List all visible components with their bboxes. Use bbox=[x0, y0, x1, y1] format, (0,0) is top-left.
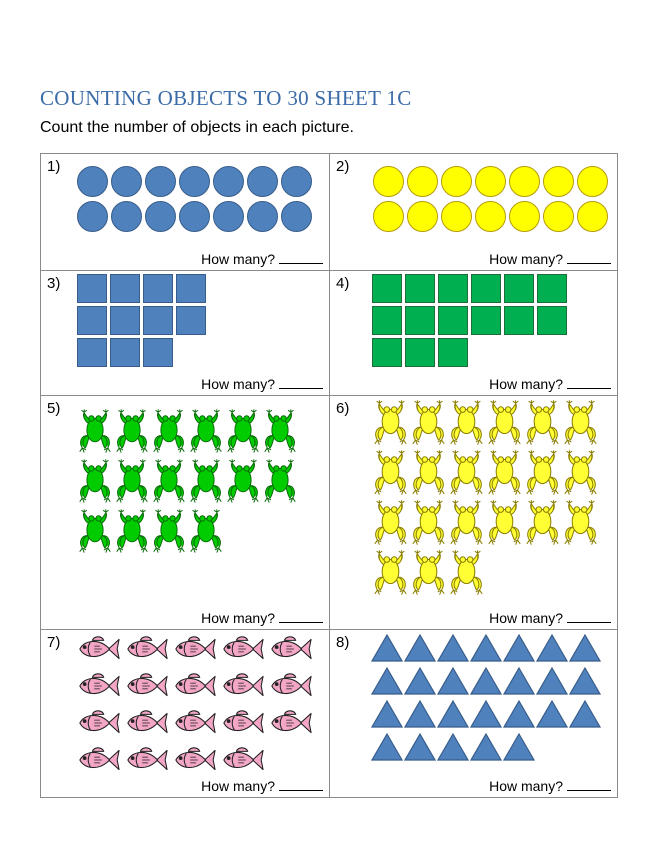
answer-blank[interactable] bbox=[279, 610, 323, 623]
frog-icon bbox=[225, 458, 261, 504]
blue-triangle bbox=[371, 634, 403, 662]
green-square bbox=[438, 306, 468, 335]
frog-icon bbox=[262, 458, 298, 504]
answer-blank[interactable] bbox=[567, 251, 611, 264]
blue-circle bbox=[213, 166, 244, 197]
frog-icon bbox=[562, 399, 599, 446]
blue-circle bbox=[247, 201, 278, 232]
green-square bbox=[372, 338, 402, 367]
fish-icon bbox=[173, 708, 217, 738]
blue-square bbox=[143, 306, 173, 335]
blue-triangle bbox=[371, 700, 403, 728]
fish-icon bbox=[125, 634, 169, 664]
problem-grid bbox=[40, 153, 618, 798]
blue-triangle bbox=[470, 634, 502, 662]
problem-number: 6) bbox=[336, 400, 350, 417]
blue-triangle bbox=[404, 634, 436, 662]
problem-7 bbox=[40, 629, 330, 798]
how-many-prompt bbox=[489, 376, 611, 392]
frog-icon bbox=[188, 458, 224, 504]
yellow-circle bbox=[509, 166, 540, 197]
problem-number: 2) bbox=[336, 158, 350, 175]
fish-icon bbox=[77, 671, 121, 701]
frog-icon bbox=[410, 449, 447, 496]
yellow-circle bbox=[373, 201, 404, 232]
problem-number: 7) bbox=[47, 634, 61, 651]
blue-triangle bbox=[371, 667, 403, 695]
blue-triangle bbox=[437, 634, 469, 662]
green-square bbox=[405, 274, 435, 303]
green-square bbox=[471, 306, 501, 335]
blue-triangle bbox=[470, 667, 502, 695]
frog-icon bbox=[372, 399, 409, 446]
green-square bbox=[405, 306, 435, 335]
blue-triangle bbox=[536, 700, 568, 728]
frog-icon bbox=[448, 499, 485, 546]
frog-icon bbox=[524, 399, 561, 446]
yellow-circle bbox=[373, 166, 404, 197]
frog-icon bbox=[114, 408, 150, 454]
frog-icon bbox=[225, 408, 261, 454]
problem-3 bbox=[40, 270, 330, 396]
frog-icon bbox=[410, 549, 447, 596]
object-group bbox=[330, 396, 617, 629]
blue-circle bbox=[145, 166, 176, 197]
problem-4 bbox=[329, 270, 618, 396]
green-square bbox=[405, 338, 435, 367]
how-many-label: How many? bbox=[201, 251, 275, 267]
fish-icon bbox=[269, 708, 313, 738]
blue-square bbox=[176, 306, 206, 335]
answer-blank[interactable] bbox=[567, 376, 611, 389]
fish-icon bbox=[125, 708, 169, 738]
how-many-label: How many? bbox=[489, 778, 563, 794]
blue-triangle bbox=[371, 733, 403, 761]
frog-icon bbox=[486, 499, 523, 546]
blue-square bbox=[110, 274, 140, 303]
how-many-prompt bbox=[489, 778, 611, 794]
yellow-circle bbox=[441, 201, 472, 232]
problem-number: 4) bbox=[336, 275, 350, 292]
how-many-label: How many? bbox=[489, 376, 563, 392]
fish-icon bbox=[173, 671, 217, 701]
green-square bbox=[537, 274, 567, 303]
frog-icon bbox=[448, 399, 485, 446]
blue-triangle bbox=[569, 667, 601, 695]
blue-triangle bbox=[569, 634, 601, 662]
yellow-circle bbox=[441, 166, 472, 197]
green-square bbox=[438, 338, 468, 367]
object-group bbox=[41, 396, 329, 629]
blue-triangle bbox=[470, 733, 502, 761]
blue-square bbox=[143, 338, 173, 367]
blue-triangle bbox=[503, 634, 535, 662]
frog-icon bbox=[448, 449, 485, 496]
blue-circle bbox=[77, 166, 108, 197]
blue-square bbox=[176, 274, 206, 303]
answer-blank[interactable] bbox=[279, 376, 323, 389]
fish-icon bbox=[173, 634, 217, 664]
frog-icon bbox=[77, 508, 113, 554]
yellow-circle bbox=[577, 201, 608, 232]
blue-circle bbox=[77, 201, 108, 232]
blue-square bbox=[77, 306, 107, 335]
blue-triangle bbox=[470, 700, 502, 728]
blue-triangle bbox=[503, 700, 535, 728]
frog-icon bbox=[372, 549, 409, 596]
blue-circle bbox=[213, 201, 244, 232]
blue-triangle bbox=[404, 700, 436, 728]
fish-icon bbox=[221, 708, 265, 738]
how-many-label: How many? bbox=[201, 610, 275, 626]
frog-icon bbox=[448, 549, 485, 596]
how-many-prompt bbox=[489, 251, 611, 267]
fish-icon bbox=[125, 671, 169, 701]
frog-icon bbox=[114, 508, 150, 554]
frog-icon bbox=[151, 508, 187, 554]
frog-icon bbox=[372, 449, 409, 496]
frog-icon bbox=[410, 399, 447, 446]
answer-blank[interactable] bbox=[279, 778, 323, 791]
fish-icon bbox=[77, 745, 121, 775]
green-square bbox=[372, 274, 402, 303]
frog-icon bbox=[562, 499, 599, 546]
green-square bbox=[372, 306, 402, 335]
how-many-prompt bbox=[201, 251, 323, 267]
blue-circle bbox=[281, 201, 312, 232]
green-square bbox=[438, 274, 468, 303]
blue-square bbox=[77, 274, 107, 303]
green-square bbox=[471, 274, 501, 303]
object-group bbox=[41, 630, 329, 797]
frog-icon bbox=[151, 458, 187, 504]
fish-icon bbox=[77, 708, 121, 738]
blue-triangle bbox=[404, 667, 436, 695]
blue-square bbox=[77, 338, 107, 367]
green-square bbox=[537, 306, 567, 335]
fish-icon bbox=[125, 745, 169, 775]
how-many-prompt bbox=[489, 610, 611, 626]
yellow-circle bbox=[577, 166, 608, 197]
blue-triangle bbox=[503, 733, 535, 761]
blue-square bbox=[143, 274, 173, 303]
blue-circle bbox=[179, 201, 210, 232]
yellow-circle bbox=[543, 166, 574, 197]
how-many-prompt bbox=[201, 610, 323, 626]
answer-blank[interactable] bbox=[567, 778, 611, 791]
frog-icon bbox=[262, 408, 298, 454]
blue-circle bbox=[281, 166, 312, 197]
yellow-circle bbox=[407, 166, 438, 197]
blue-square bbox=[110, 338, 140, 367]
yellow-circle bbox=[407, 201, 438, 232]
how-many-label: How many? bbox=[489, 251, 563, 267]
fish-icon bbox=[173, 745, 217, 775]
how-many-label: How many? bbox=[489, 610, 563, 626]
blue-circle bbox=[179, 166, 210, 197]
object-group bbox=[330, 630, 617, 797]
blue-circle bbox=[111, 166, 142, 197]
blue-circle bbox=[145, 201, 176, 232]
blue-triangle bbox=[404, 733, 436, 761]
frog-icon bbox=[524, 449, 561, 496]
blue-triangle bbox=[536, 667, 568, 695]
problem-6 bbox=[329, 395, 618, 630]
answer-blank[interactable] bbox=[567, 610, 611, 623]
blue-triangle bbox=[437, 667, 469, 695]
worksheet-title: COUNTING OBJECTS TO 30 SHEET 1C bbox=[40, 86, 412, 110]
problem-5 bbox=[40, 395, 330, 630]
frog-icon bbox=[486, 399, 523, 446]
frog-icon bbox=[151, 408, 187, 454]
yellow-circle bbox=[475, 201, 506, 232]
frog-icon bbox=[188, 408, 224, 454]
answer-blank[interactable] bbox=[279, 251, 323, 264]
blue-circle bbox=[111, 201, 142, 232]
frog-icon bbox=[562, 449, 599, 496]
fish-icon bbox=[269, 671, 313, 701]
fish-icon bbox=[221, 671, 265, 701]
how-many-prompt bbox=[201, 778, 323, 794]
fish-icon bbox=[221, 634, 265, 664]
fish-icon bbox=[269, 634, 313, 664]
problem-number: 8) bbox=[336, 634, 350, 651]
how-many-label: How many? bbox=[201, 778, 275, 794]
problem-number: 3) bbox=[47, 275, 61, 292]
yellow-circle bbox=[543, 201, 574, 232]
how-many-label: How many? bbox=[201, 376, 275, 392]
blue-triangle bbox=[437, 700, 469, 728]
problem-number: 1) bbox=[47, 158, 61, 175]
problem-number: 5) bbox=[47, 400, 61, 417]
frog-icon bbox=[486, 449, 523, 496]
frog-icon bbox=[77, 408, 113, 454]
blue-square bbox=[110, 306, 140, 335]
problem-1 bbox=[40, 153, 330, 271]
instructions: Count the number of objects in each picture. bbox=[40, 119, 354, 136]
blue-triangle bbox=[569, 700, 601, 728]
problem-2 bbox=[329, 153, 618, 271]
frog-icon bbox=[77, 458, 113, 504]
frog-icon bbox=[524, 499, 561, 546]
blue-triangle bbox=[536, 634, 568, 662]
green-square bbox=[504, 274, 534, 303]
yellow-circle bbox=[475, 166, 506, 197]
blue-circle bbox=[247, 166, 278, 197]
frog-icon bbox=[372, 499, 409, 546]
blue-triangle bbox=[503, 667, 535, 695]
fish-icon bbox=[77, 634, 121, 664]
frog-icon bbox=[410, 499, 447, 546]
how-many-prompt bbox=[201, 376, 323, 392]
green-square bbox=[504, 306, 534, 335]
blue-triangle bbox=[437, 733, 469, 761]
yellow-circle bbox=[509, 201, 540, 232]
frog-icon bbox=[114, 458, 150, 504]
fish-icon bbox=[221, 745, 265, 775]
problem-8 bbox=[329, 629, 618, 798]
frog-icon bbox=[188, 508, 224, 554]
